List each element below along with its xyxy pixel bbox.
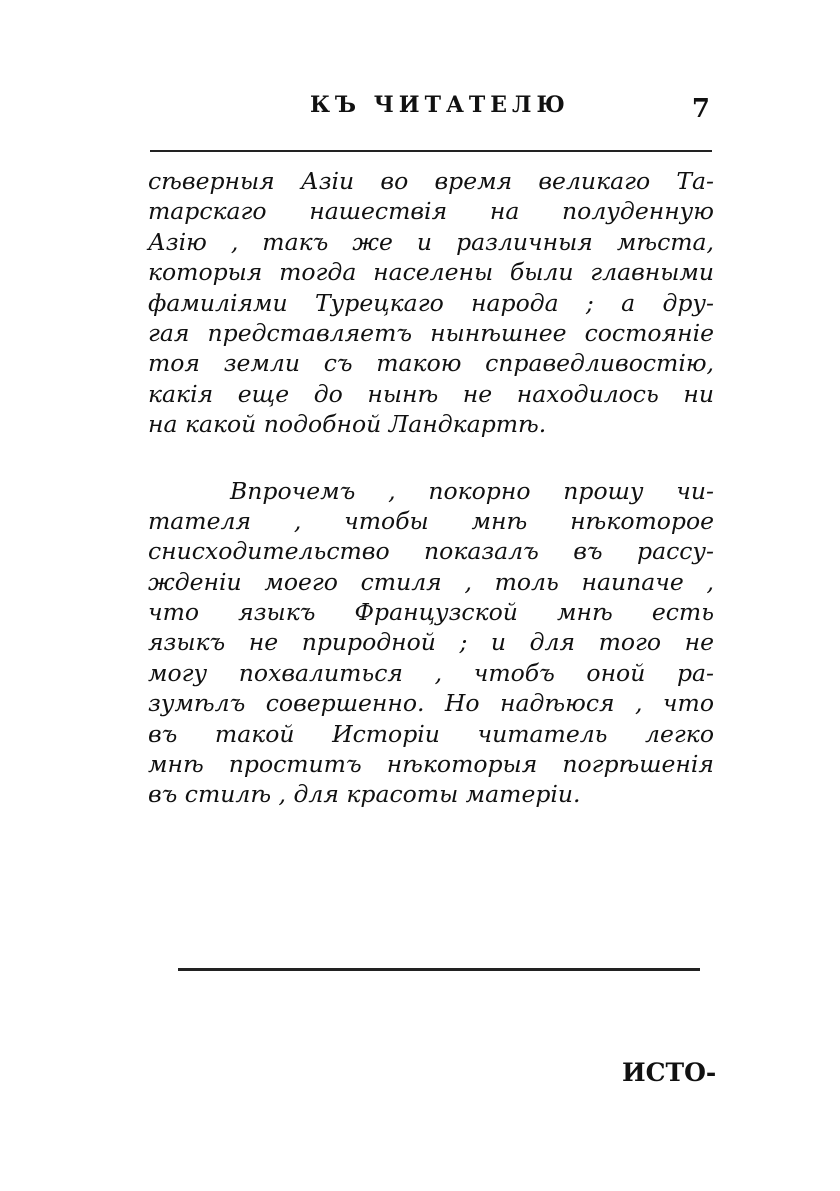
text-line: тоя земли съ такою справедливостію,: [148, 349, 714, 378]
paragraph-2: [148, 476, 714, 810]
text-line: какія еще до нынѣ не находилось ни: [148, 379, 714, 408]
text-line: что языкъ Французской мнѣ есть: [148, 598, 714, 627]
text-line: тателя , чтобы мнѣ нѣкоторое: [148, 506, 714, 535]
header-rule: [150, 150, 712, 152]
text-line: тарскаго нашествія на полуденную: [148, 197, 714, 226]
text-line: мнѣ проститъ нѣкоторыя погрѣшенія: [148, 750, 714, 779]
text-line: Азію , такъ же и различныя мѣста,: [148, 227, 714, 256]
text-line: могу похвалиться , чтобъ оной ра-: [148, 658, 714, 687]
text-line: гая представляетъ нынѣшнее состояніе: [148, 318, 714, 347]
text-line: фамиліями Турецкаго народа ; а дру-: [148, 288, 714, 317]
text-line: сѣверныя Азіи во время великаго Та-: [148, 167, 714, 195]
paragraph-gap: [148, 440, 714, 476]
page-number: 7: [691, 94, 710, 124]
text-line: языкъ не природной ; и для того не: [148, 628, 714, 657]
running-head: [150, 92, 710, 132]
catchword: ИСТО-: [622, 1058, 717, 1087]
text-line: на какой подобной Ландкартѣ.: [148, 410, 547, 439]
text-line: въ стилѣ , для красоты матеріи.: [148, 780, 581, 809]
text-line: снисходительство показалъ въ рассу-: [148, 537, 714, 566]
paragraph-1: [148, 166, 714, 440]
running-title: КЪ ЧИТАТЕЛЮ: [310, 92, 570, 118]
text-line: въ такой Исторіи читатель легко: [148, 719, 714, 748]
text-line: зумѣлъ совершенно. Но надѣюся , что: [148, 689, 714, 718]
text-line: Впрочемъ , покорно прошу чи-: [230, 476, 714, 505]
body-text: [148, 166, 714, 810]
footer-rule: [178, 968, 700, 971]
text-line: жденіи моего стиля , толь наипаче ,: [148, 567, 714, 596]
text-line: которыя тогда населены были главными: [148, 258, 714, 287]
